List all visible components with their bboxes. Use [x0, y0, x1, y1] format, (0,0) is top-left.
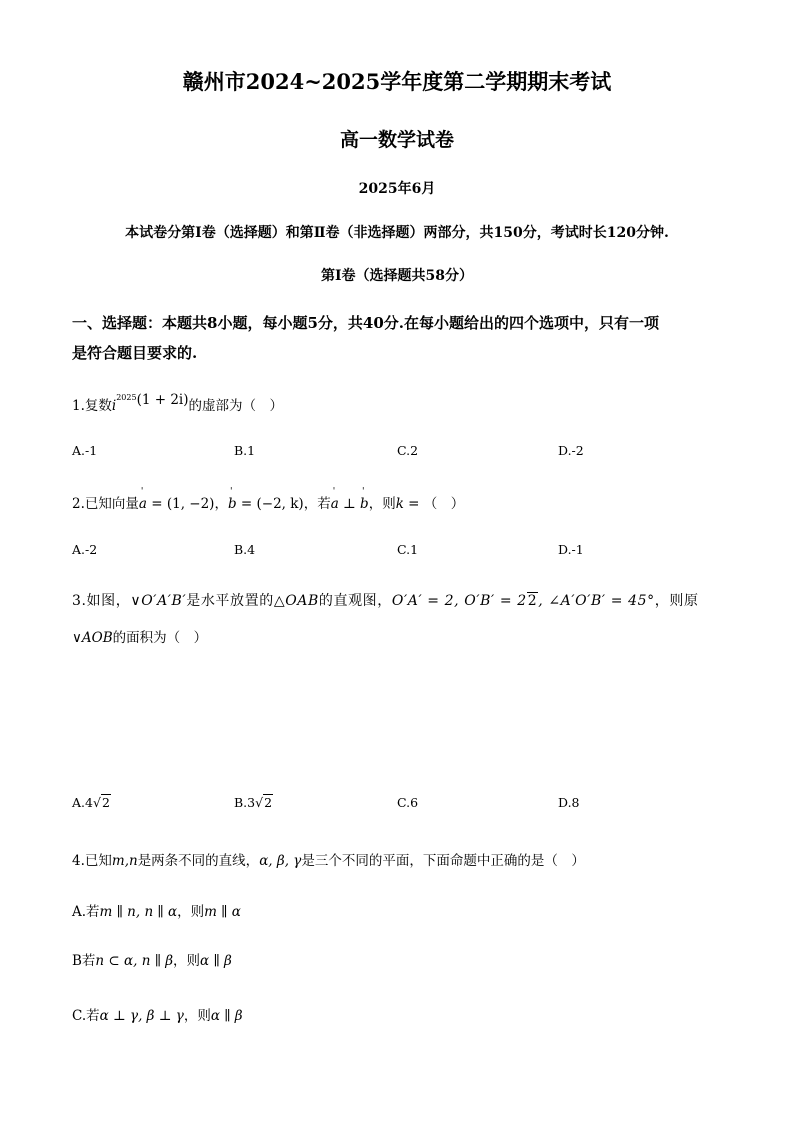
- q4-option-b: [72, 949, 232, 969]
- q4-mid: 是两条不同的直线，: [137, 853, 260, 869]
- q3-option-b: B.3√2: [234, 795, 273, 810]
- exam-subtitle: 高一数学试卷: [339, 129, 454, 151]
- part-heading: 第Ⅰ卷（选择题共58分）: [320, 268, 474, 284]
- q4-suffix: 是三个不同的平面，下面命题中正确的是（ ）: [301, 853, 585, 869]
- q4-option-c: [72, 1004, 243, 1024]
- q1-option-c: C.2: [397, 443, 419, 458]
- q4-planes: α, β, γ: [259, 853, 302, 869]
- q3-mid2: 的直观图，: [318, 593, 392, 609]
- q4-option-a-label: A.若: [72, 904, 100, 920]
- q3-angle: , ∠A′O′B′ = 45°: [538, 593, 655, 609]
- q1-prefix: 1.复数: [72, 398, 112, 414]
- q3-line1-suffix: ，则原: [654, 593, 699, 609]
- q4-option-b-label: B若: [72, 953, 96, 969]
- q4-option-c-condition: α ⊥ γ, β ⊥ γ: [99, 1008, 184, 1024]
- q4-option-a-then: ，则: [177, 904, 205, 920]
- q2-comma-1: ，: [214, 496, 228, 512]
- q2-k: k: [395, 496, 404, 512]
- q2-then: ，则: [368, 496, 396, 512]
- q2-vector-b-2: ' b: [360, 496, 369, 512]
- q4-option-b-condition: n ⊂ α, n ∥ β: [95, 953, 174, 969]
- q2-option-c: C.1: [397, 542, 419, 557]
- q2-suffix: = （ ）: [403, 496, 465, 512]
- section-instruction-line2: 是符合题目要求的.: [72, 344, 198, 362]
- exam-date: 2025年6月: [358, 181, 436, 197]
- q3-triangle-aob: ∨AOB: [72, 630, 113, 646]
- q2-option-d: D.-1: [558, 542, 584, 557]
- q3-option-a: A.4√2: [72, 795, 110, 810]
- q2-perp: ⊥: [338, 496, 361, 512]
- q3-option-b-label: B.: [234, 795, 248, 810]
- q1-option-a: A.-1: [72, 443, 98, 458]
- exam-title: 赣州市2024~2025学年度第二学期期末考试: [182, 69, 612, 94]
- q3-prefix: 3.如图，: [72, 593, 131, 609]
- q1-expression: (1 + 2i): [136, 392, 189, 408]
- q4-option-a-result: m ∥ α: [204, 904, 241, 920]
- q3-option-a-coef: 4: [85, 795, 93, 810]
- q4-option-c-then: ，则: [183, 1008, 211, 1024]
- q3-option-b-radicand: 2: [264, 795, 273, 810]
- q2-vector-b: ' b: [228, 496, 237, 512]
- q2-option-b: B.4: [234, 542, 256, 557]
- q3-option-c: C.6: [397, 795, 419, 810]
- q4-prefix: 4.已知: [72, 853, 112, 869]
- q4-option-b-result: α ∥ β: [200, 953, 232, 969]
- question-3-line2: [72, 626, 207, 646]
- q3-option-d: D.8: [558, 795, 580, 810]
- q2-option-a: A.-2: [72, 542, 98, 557]
- q1-i: i: [111, 398, 117, 414]
- q3-option-a-label: A.: [72, 795, 86, 810]
- q1-exponent: 2025: [116, 393, 137, 402]
- q1-option-b: B.1: [234, 443, 256, 458]
- question-1: [72, 393, 283, 414]
- question-3-line1: [72, 590, 699, 610]
- q3-line2-suffix: 的面积为（ ）: [112, 630, 208, 646]
- q3-option-a-radicand: 2: [101, 795, 110, 810]
- q3-triangle-oab-prime: ∨O′A′B′: [130, 593, 187, 609]
- q2-a-value: = (1, −2): [146, 496, 215, 512]
- q3-option-b-coef: 3: [247, 795, 256, 810]
- q1-suffix: 的虚部为（ ）: [188, 398, 284, 414]
- exam-intro: 本试卷分第Ⅰ卷（选择题）和第Ⅱ卷（非选择题）两部分，共150分，考试时长120分钟.: [125, 225, 669, 241]
- q4-option-b-then: ，则: [173, 953, 201, 969]
- section-instruction-line1: 一、选择题：本题共8小题，每小题5分，共40分.在每小题给出的四个选项中，只有一项: [72, 314, 659, 332]
- q4-option-c-result: α ∥ β: [210, 1008, 243, 1024]
- q2-comma-2: ，若: [303, 496, 331, 512]
- q3-mid: 是水平放置的: [186, 593, 274, 609]
- q4-option-c-label: C.若: [72, 1008, 100, 1024]
- q2-vector-a: ' a: [139, 496, 147, 512]
- q4-lines-mn: m,n: [111, 853, 138, 869]
- q4-option-a: [72, 900, 241, 920]
- q2-prefix: 2.已知向量: [72, 496, 139, 512]
- q1-option-d: D.-2: [558, 443, 584, 458]
- question-4: [72, 849, 585, 869]
- q2-vector-a-2: ' a: [331, 496, 339, 512]
- q3-sqrt2: 2: [527, 593, 538, 609]
- question-2: [72, 492, 464, 512]
- q4-option-a-condition: m ∥ n, n ∥ α: [99, 904, 178, 920]
- q2-b-value: = (−2, k): [236, 496, 304, 512]
- q3-triangle-oab: △OAB: [273, 593, 319, 609]
- q3-condition: O′A′ = 2, O′B′ = 2: [391, 593, 527, 609]
